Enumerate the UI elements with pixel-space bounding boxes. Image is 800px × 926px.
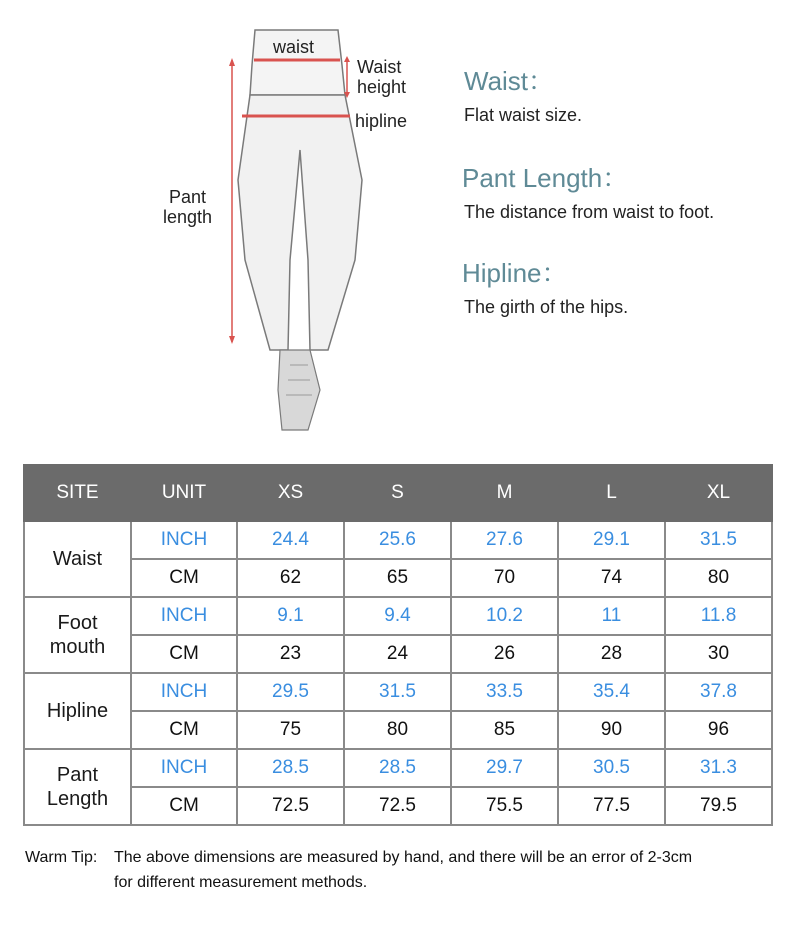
header-xs: XS (237, 465, 344, 521)
unit-inch: INCH (131, 673, 237, 711)
table-cell: 29.5 (237, 673, 344, 711)
definition-text: Flat waist size. (464, 105, 583, 125)
table-cell: 62 (237, 559, 344, 597)
table-cell: 74 (558, 559, 665, 597)
table-cell: 24 (344, 635, 451, 673)
row-label-hipline: Hipline (24, 673, 131, 749)
table-cell: 72.5 (344, 787, 451, 825)
table-cell: 29.1 (558, 521, 665, 559)
leggings-illustration (150, 20, 440, 440)
table-cell: 72.5 (237, 787, 344, 825)
warm-tip-line1: The above dimensions are measured by hand, and there will be an error of 2-3cm (114, 849, 693, 866)
unit-cm: CM (131, 635, 237, 673)
warm-tip-line2: for different measurement methods. (114, 874, 368, 891)
table-cell: 33.5 (451, 673, 558, 711)
table-row (24, 749, 772, 787)
table-row (24, 673, 772, 711)
table-cell: 23 (237, 635, 344, 673)
header-m: M (451, 465, 558, 521)
unit-cm: CM (131, 787, 237, 825)
table-cell: 28.5 (237, 749, 344, 787)
definition-pant-length (462, 161, 792, 223)
table-cell: 75.5 (451, 787, 558, 825)
definition-title: Pant Length： (462, 163, 629, 193)
table-cell: 65 (344, 559, 451, 597)
hipline-label: hipline (355, 111, 408, 131)
definition-title: Waist： (464, 66, 555, 96)
table-cell: 79.5 (665, 787, 772, 825)
table-cell: 11 (558, 597, 665, 635)
table-cell: 75 (237, 711, 344, 749)
header-xl: XL (665, 465, 772, 521)
unit-inch: INCH (131, 749, 237, 787)
definition-title: Hipline： (462, 258, 568, 288)
table-cell: 26 (451, 635, 558, 673)
table-row (24, 597, 772, 635)
table-cell: 25.6 (344, 521, 451, 559)
definition-hipline (462, 256, 792, 318)
table-cell: 9.1 (237, 597, 344, 635)
table-cell: 70 (451, 559, 558, 597)
size-chart-table (23, 464, 773, 826)
table-cell: 37.8 (665, 673, 772, 711)
table-cell: 77.5 (558, 787, 665, 825)
unit-cm: CM (131, 559, 237, 597)
table-cell: 80 (344, 711, 451, 749)
warm-tip-lead: Warm Tip: (25, 849, 98, 866)
table-cell: 31.3 (665, 749, 772, 787)
header-s: S (344, 465, 451, 521)
table-cell: 31.5 (344, 673, 451, 711)
table-row (24, 559, 772, 597)
table-header-row (24, 465, 772, 521)
waist-height-label: Waist height (357, 57, 407, 97)
unit-inch: INCH (131, 521, 237, 559)
table-cell: 28.5 (344, 749, 451, 787)
definition-text: The girth of the hips. (464, 297, 629, 317)
table-cell: 35.4 (558, 673, 665, 711)
table-cell: 10.2 (451, 597, 558, 635)
table-row (24, 521, 772, 559)
header-l: L (558, 465, 665, 521)
table-cell: 85 (451, 711, 558, 749)
header-site: SITE (24, 465, 131, 521)
waist-label: waist (273, 37, 315, 57)
table-cell: 96 (665, 711, 772, 749)
definition-waist (462, 64, 792, 126)
table-cell: 80 (665, 559, 772, 597)
table-cell: 11.8 (665, 597, 772, 635)
table-cell: 30 (665, 635, 772, 673)
table-cell: 27.6 (451, 521, 558, 559)
unit-inch: INCH (131, 597, 237, 635)
table-row (24, 787, 772, 825)
pant-length-label: Pant length (163, 187, 213, 227)
unit-cm: CM (131, 711, 237, 749)
row-label-waist: Waist (24, 521, 131, 597)
table-cell: 31.5 (665, 521, 772, 559)
table-cell: 90 (558, 711, 665, 749)
table-cell: 24.4 (237, 521, 344, 559)
table-cell: 30.5 (558, 749, 665, 787)
table-cell: 28 (558, 635, 665, 673)
warm-tip (25, 845, 785, 895)
row-label-foot-mouth: Foot mouth (24, 597, 131, 673)
table-row (24, 711, 772, 749)
table-row (24, 635, 772, 673)
table-cell: 9.4 (344, 597, 451, 635)
row-label-pant-length: Pant Length (24, 749, 131, 825)
header-unit: UNIT (131, 465, 237, 521)
definition-text: The distance from waist to foot. (464, 202, 715, 222)
table-cell: 29.7 (451, 749, 558, 787)
